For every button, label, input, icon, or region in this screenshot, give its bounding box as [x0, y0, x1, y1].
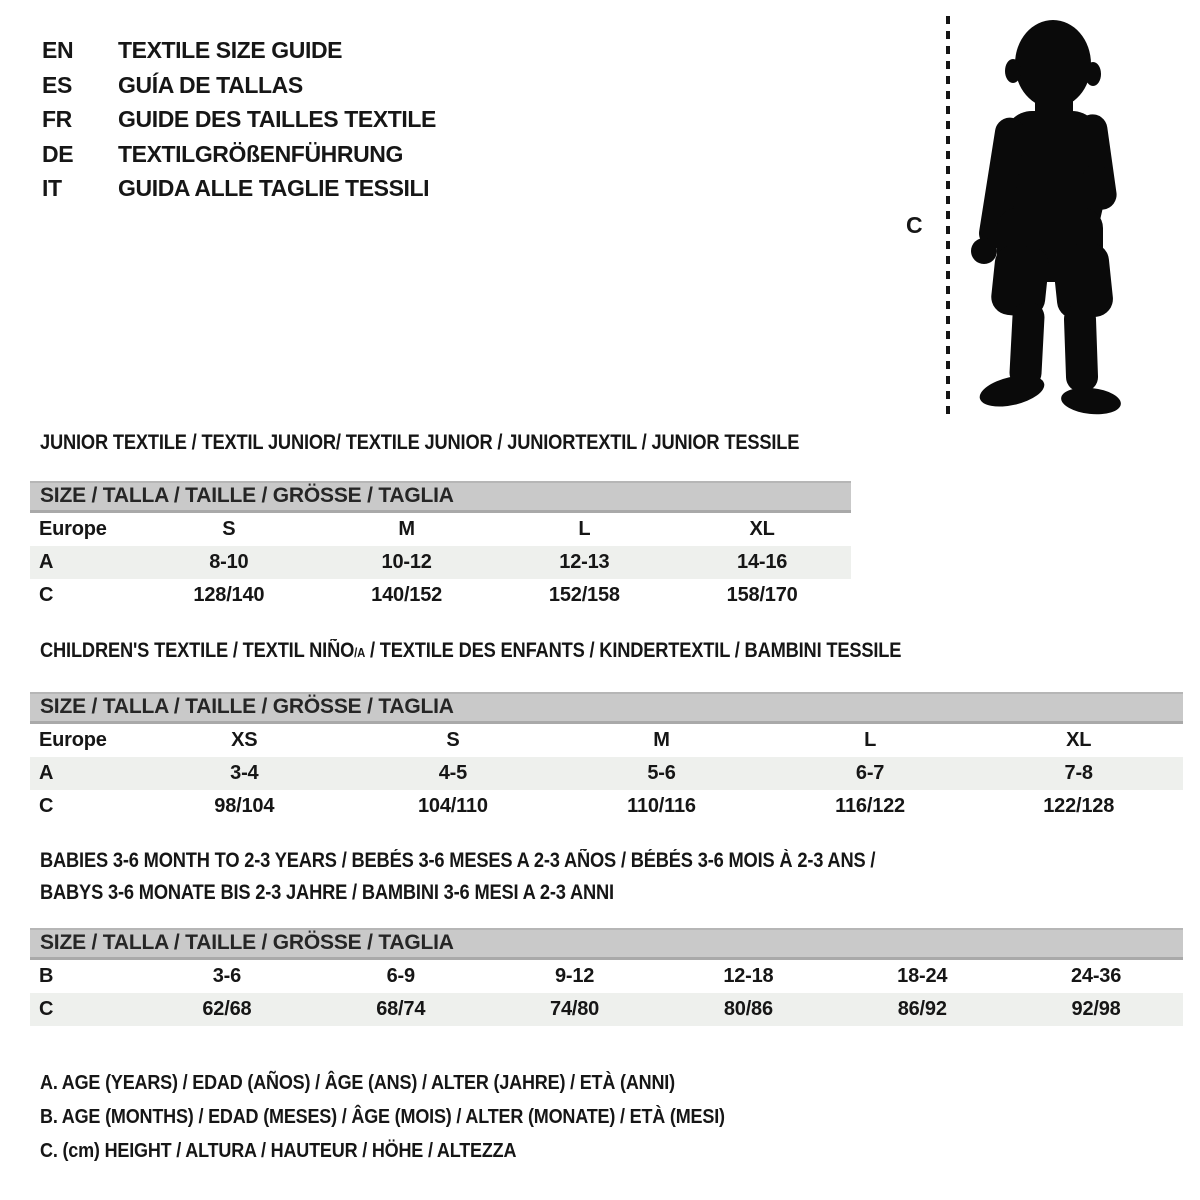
table-cell: 128/140	[193, 584, 265, 606]
table-row-age	[30, 757, 1183, 790]
row-label: C	[39, 584, 54, 606]
table-cell: 116/122	[835, 795, 905, 817]
children-heading-part1: CHILDREN'S TEXTILE / TEXTIL NIÑO	[40, 639, 355, 662]
row-label: A	[39, 551, 54, 573]
table-cell: XL	[749, 518, 775, 540]
table-cell: 4-5	[438, 762, 468, 784]
size-header-bar: SIZE / TALLA / TAILLE / GRÖSSE / TAGLIA	[30, 692, 1183, 724]
row-label: Europe	[39, 729, 107, 751]
table-cell: 3-4	[230, 762, 259, 784]
language-row-en	[42, 33, 436, 68]
table-cell: 6-7	[855, 762, 885, 784]
table-cell: 110/116	[627, 795, 696, 817]
language-title-list	[42, 33, 436, 206]
table-cell: 86/92	[897, 998, 947, 1020]
table-cell: 14-16	[737, 551, 788, 573]
children-section-heading	[40, 639, 901, 663]
children-heading-part3: / TEXTILE DES ENFANTS / KINDERTEXTIL / BAMBINI TESSILE	[365, 639, 902, 662]
guide-title: TEXTILE SIZE GUIDE	[118, 37, 343, 63]
table-cell: 122/128	[1043, 795, 1115, 817]
table-row-height	[30, 790, 1183, 823]
table-cell: 92/98	[1071, 998, 1121, 1020]
guide-title: GUIDE DES TAILLES TEXTILE	[118, 106, 436, 132]
language-row-it	[42, 171, 436, 206]
language-code: ES	[42, 71, 72, 98]
table-row-europe	[30, 724, 1183, 757]
table-cell: S	[446, 729, 460, 751]
table-cell: 74/80	[550, 998, 600, 1020]
height-measure-label: C	[906, 212, 923, 238]
footnote-age-months: B. AGE (MONTHS) / EDAD (MESES) / ÂGE (MOIS) / ALTER (MONATE) / ETÀ (MESI)	[40, 1106, 725, 1128]
babies-section-heading-line2: BABYS 3-6 MONATE BIS 2-3 JAHRE / BAMBINI 3-6 MESI A 2-3 ANNI	[40, 881, 614, 904]
table-cell: 18-24	[897, 965, 948, 987]
table-cell: 98/104	[214, 795, 275, 817]
table-cell: 140/152	[371, 584, 443, 606]
table-cell: 12-18	[723, 965, 774, 987]
table-cell: 10-12	[381, 551, 432, 573]
table-cell: 9-12	[554, 965, 595, 987]
table-row-months	[30, 960, 1183, 993]
table-cell: 5-6	[647, 762, 676, 784]
children-size-table	[30, 692, 1183, 823]
row-label: A	[39, 762, 54, 784]
row-label: C	[39, 795, 54, 817]
table-cell: XL	[1066, 729, 1092, 751]
table-cell: L	[864, 729, 877, 751]
table-cell: 3-6	[212, 965, 242, 987]
row-label: C	[39, 998, 54, 1020]
table-cell: 68/74	[376, 998, 426, 1020]
language-row-fr	[42, 102, 436, 137]
table-cell: 152/158	[548, 584, 620, 606]
table-cell: 6-9	[386, 965, 415, 987]
row-label: B	[39, 965, 54, 987]
table-cell: M	[653, 729, 670, 751]
table-cell: 12-13	[559, 551, 610, 573]
language-code: DE	[42, 140, 74, 167]
table-cell: 7-8	[1064, 762, 1093, 784]
guide-title: TEXTILGRÖßENFÜHRUNG	[118, 140, 403, 167]
table-cell: 80/86	[723, 998, 773, 1020]
table-cell: 104/110	[417, 795, 488, 817]
row-label: Europe	[39, 518, 107, 540]
table-cell: 62/68	[202, 998, 252, 1020]
footnote-height-cm: C. (cm) HEIGHT / ALTURA / HAUTEUR / HÖHE / ALTEZZA	[40, 1140, 517, 1162]
table-cell: 8-10	[209, 551, 249, 573]
language-code: IT	[42, 175, 62, 201]
height-measure-dashed-line	[946, 16, 950, 416]
babies-section-heading-line1: BABIES 3-6 MONTH TO 2-3 YEARS / BEBÉS 3-6 MESES A 2-3 AÑOS / BÉBÉS 3-6 MOIS À 2-3 ANS /	[40, 849, 876, 872]
babies-size-table	[30, 928, 1183, 1026]
language-row-de	[42, 137, 436, 172]
table-cell: XS	[231, 729, 258, 751]
size-header-bar: SIZE / TALLA / TAILLE / GRÖSSE / TAGLIA	[30, 928, 1183, 960]
junior-section-heading: JUNIOR TEXTILE / TEXTIL JUNIOR/ TEXTILE JUNIOR / JUNIORTEXTIL / JUNIOR TESSILE	[40, 431, 800, 454]
table-cell: 24-36	[1070, 965, 1122, 987]
table-row-europe	[30, 513, 851, 546]
size-header-bar: SIZE / TALLA / TAILLE / GRÖSSE / TAGLIA	[30, 481, 851, 513]
guide-title: GUÍA DE TALLAS	[118, 71, 303, 98]
language-row-es	[42, 68, 436, 103]
language-code: EN	[42, 37, 74, 63]
table-row-height	[30, 993, 1183, 1026]
table-row-age	[30, 546, 851, 579]
junior-size-table	[30, 481, 851, 612]
toddler-silhouette-icon	[960, 14, 1132, 418]
table-row-height	[30, 579, 851, 612]
table-cell: S	[222, 518, 236, 540]
table-cell: 158/170	[726, 584, 798, 606]
table-cell: L	[578, 518, 591, 540]
guide-title: GUIDA ALLE TAGLIE TESSILI	[118, 175, 430, 201]
footnote-age-years: A. AGE (YEARS) / EDAD (AÑOS) / ÂGE (ANS) / ALTER (JAHRE) / ETÀ (ANNI)	[40, 1072, 675, 1094]
table-cell: M	[398, 518, 415, 540]
language-code: FR	[42, 106, 72, 132]
children-heading-suffix: /A	[354, 645, 366, 660]
